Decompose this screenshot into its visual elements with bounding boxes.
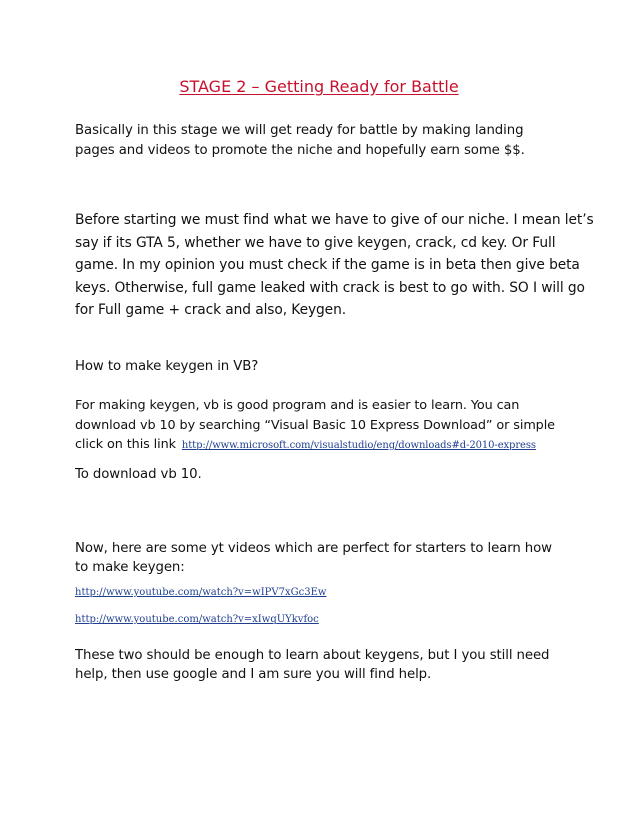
before-starting-paragraph — [75, 209, 594, 322]
page-title: STAGE 2 – Getting Ready for Battle — [179, 77, 459, 96]
text-line: download vb 10 by searching “Visual Basic 10 Express Download” or simple — [75, 417, 555, 433]
intro-paragraph — [75, 121, 575, 161]
text-line: These two should be enough to learn about keygens, but I you still need — [75, 648, 550, 663]
text-line: For making keygen, vb is good program and is easier to learn. You can — [75, 398, 520, 413]
text-line: say if its GTA 5, whether we have to give keygen, crack, cd key. Or Full — [75, 234, 556, 251]
link-line — [75, 435, 575, 456]
text-line: help, then use google and I am sure you will find help. — [75, 667, 432, 682]
text-line: to make keygen: — [75, 560, 185, 575]
download-text: To download vb 10. — [75, 467, 202, 482]
text-line: Basically in this stage we will get ready for battle by making landing — [75, 123, 524, 138]
youtube-link-2[interactable]: http://www.youtube.com/watch?v=xIwqUYkvfoc — [75, 614, 319, 625]
text-line: keys. Otherwise, full game leaked with crack is best to go with. SO I will go — [75, 279, 585, 296]
keygen-heading: How to make keygen in VB? — [75, 359, 259, 374]
text-line: pages and videos to promote the niche and hopefully earn some $$. — [75, 143, 525, 158]
text-line: for Full game + crack and also, Keygen. — [75, 302, 347, 319]
text-line: Before starting we must find what we have to give of our niche. I mean let’s — [75, 212, 594, 228]
closing-paragraph — [75, 646, 575, 684]
yt-intro-paragraph — [75, 539, 575, 577]
youtube-link-1[interactable]: http://www.youtube.com/watch?v=wIPV7xGc3Ew — [75, 587, 327, 598]
text-line: game. In my opinion you must check if the game is in beta then give beta — [75, 257, 580, 274]
text-line: Now, here are some yt videos which are perfect for starters to learn how — [75, 541, 552, 556]
vb-paragraph — [75, 396, 575, 456]
click-text: click on this link — [75, 437, 176, 452]
vb-download-link[interactable]: http://www.microsoft.com/visualstudio/eng/downloads#d-2010-express — [181, 440, 536, 451]
